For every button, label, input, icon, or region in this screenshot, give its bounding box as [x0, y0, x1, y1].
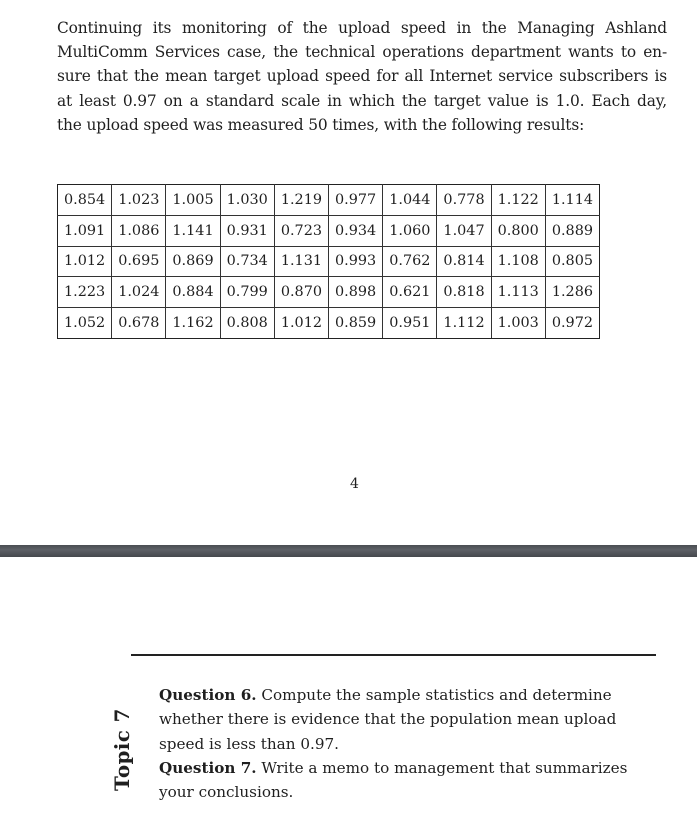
intro-line: at least 0.97 on a standard scale in which the target value is 1.0. Each day,	[57, 91, 667, 110]
question-7-label: Question 7.	[159, 758, 257, 777]
table-cell: 0.808	[220, 308, 274, 339]
table-cell: 1.012	[274, 308, 328, 339]
table-cell: 0.870	[274, 277, 328, 308]
table-cell: 0.778	[437, 185, 491, 216]
table-cell: 0.898	[329, 277, 383, 308]
table-cell: 0.931	[220, 215, 274, 246]
table-cell: 0.818	[437, 277, 491, 308]
table-cell: 1.286	[545, 277, 599, 308]
table-cell: 1.122	[491, 185, 545, 216]
question-6-text: Compute the sample statistics and determine	[261, 686, 612, 704]
table-cell: 1.060	[383, 215, 437, 246]
table-cell: 1.091	[58, 215, 112, 246]
intro-paragraph	[57, 16, 667, 137]
table-row	[58, 277, 600, 308]
table-cell: 0.695	[112, 246, 166, 277]
table-cell: 0.934	[329, 215, 383, 246]
table-cell: 1.223	[58, 277, 112, 308]
table-cell: 1.023	[112, 185, 166, 216]
table-cell: 1.162	[166, 308, 220, 339]
questions-block	[159, 683, 659, 804]
table-cell: 0.869	[166, 246, 220, 277]
table-cell: 1.003	[491, 308, 545, 339]
table-cell: 0.678	[112, 308, 166, 339]
table-cell: 0.977	[329, 185, 383, 216]
table-cell: 1.113	[491, 277, 545, 308]
table-cell: 0.723	[274, 215, 328, 246]
question-6-line	[159, 683, 659, 707]
page-divider	[0, 545, 697, 557]
table-cell: 0.805	[545, 246, 599, 277]
table-cell: 1.131	[274, 246, 328, 277]
table-row	[58, 308, 600, 339]
question-6-line: whether there is evidence that the population mean upload	[159, 710, 617, 729]
table-cell: 0.951	[383, 308, 437, 339]
table-row	[58, 215, 600, 246]
table-cell: 1.086	[112, 215, 166, 246]
table-cell: 1.052	[58, 308, 112, 339]
question-6-line: speed is less than 0.97.	[159, 734, 339, 753]
table-cell: 0.762	[383, 246, 437, 277]
table-cell: 1.141	[166, 215, 220, 246]
table-cell: 1.114	[545, 185, 599, 216]
table-cell: 1.047	[437, 215, 491, 246]
question-7-text: Write a memo to management that summarizes	[261, 758, 628, 777]
table-cell: 0.800	[491, 215, 545, 246]
question-7-line	[159, 756, 659, 780]
table-row	[58, 185, 600, 216]
table-cell: 0.993	[329, 246, 383, 277]
question-7-line: your conclusions.	[159, 783, 294, 802]
table-cell: 1.030	[220, 185, 274, 216]
topic-label: Topic 7	[110, 708, 134, 791]
table-cell: 1.012	[58, 246, 112, 277]
table-row	[58, 246, 600, 277]
table-cell: 0.799	[220, 277, 274, 308]
intro-line: sure that the mean target upload speed for all Internet service subscribers is	[57, 67, 667, 86]
table-cell: 0.734	[220, 246, 274, 277]
table-cell: 0.859	[329, 308, 383, 339]
table-cell: 1.108	[491, 246, 545, 277]
page-number: 4	[350, 476, 359, 492]
table-cell: 0.854	[58, 185, 112, 216]
question-6-label: Question 6.	[159, 686, 257, 704]
intro-line: MultiComm Services case, the technical operations department wants to en-	[57, 43, 667, 62]
upload-speed-table	[57, 184, 600, 339]
table-cell: 0.814	[437, 246, 491, 277]
section-rule	[131, 654, 656, 656]
table-cell: 1.112	[437, 308, 491, 339]
table-cell: 1.044	[383, 185, 437, 216]
table-cell: 0.621	[383, 277, 437, 308]
table-cell: 1.219	[274, 185, 328, 216]
table-cell: 0.972	[545, 308, 599, 339]
table-cell: 1.005	[166, 185, 220, 216]
intro-line: the upload speed was measured 50 times, with the following results:	[57, 115, 585, 134]
table-cell: 0.889	[545, 215, 599, 246]
intro-line: Continuing its monitoring of the upload speed in the Managing Ashland	[57, 19, 667, 37]
table-cell: 0.884	[166, 277, 220, 308]
table-cell: 1.024	[112, 277, 166, 308]
